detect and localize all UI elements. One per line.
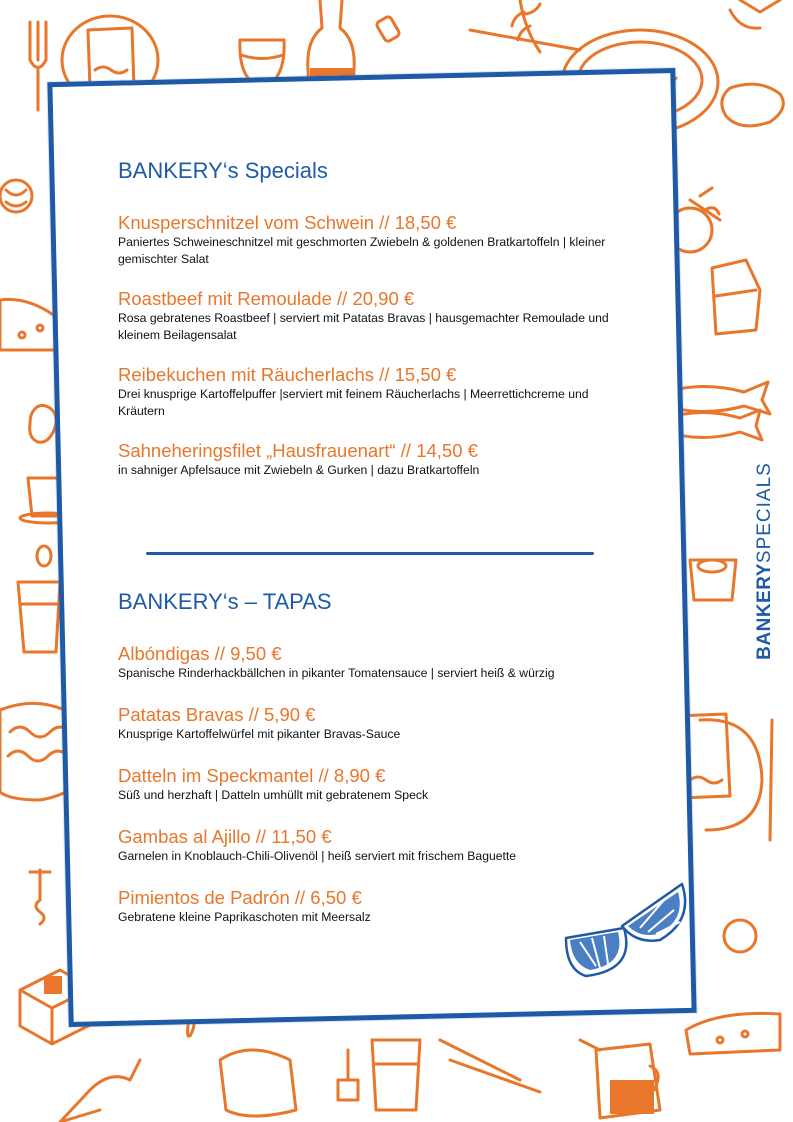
menu-item [118, 212, 638, 268]
corkscrew-icon [30, 870, 50, 924]
menu-item-title: Roastbeef mit Remoulade // 20,90 € [118, 288, 415, 309]
section-divider [146, 552, 594, 555]
cheese-wedge-icon [0, 299, 60, 350]
menu-item-description: Knusprige Kartoffelwürfel mit pikanter Bravas-Sauce [118, 727, 401, 741]
artichoke-icon-right [724, 920, 756, 952]
menu-item [118, 887, 638, 926]
menu-item [118, 364, 638, 420]
section-title-tapas: BANKERY‘s – TAPAS [118, 589, 332, 614]
strawberry-icon [30, 405, 57, 442]
menu-item [118, 765, 638, 804]
menu-item-title: Sahneheringsfilet „Hausfrauenart“ // 14,50 € [118, 440, 478, 461]
menu-item-title: Albóndigas // 9,50 € [118, 643, 282, 664]
menu-item-title: Datteln im Speckmantel // 8,90 € [118, 765, 386, 786]
menu-item [118, 826, 638, 865]
menu-item [118, 288, 638, 344]
menu-item-description: Rosa gebratenes Roastbeef | serviert mit Patatas Bravas | hausgemachter Remoulade und kleinem Beilagensalat [118, 311, 609, 342]
bottle-icon-bottom [60, 1060, 140, 1122]
section-title-specials: BANKERY‘s Specials [118, 158, 328, 183]
tea-bag-icon [338, 1050, 358, 1100]
cork-icon [376, 15, 401, 42]
menu-item-description: Drei knusprige Kartoffelpuffer |serviert mit feinem Räucherlachs | Meerrettichcreme und Kräutern [118, 387, 589, 418]
menu-item-description: Paniertes Schweineschnitzel mit geschmorten Zwiebeln & goldenen Bratkartoffeln | kleiner gemischter Salat [118, 235, 606, 266]
menu-item [118, 704, 638, 743]
plate-icon-right [700, 720, 762, 830]
menu-content [118, 150, 638, 926]
menu-item-title: Knusperschnitzel vom Schwein // 18,50 € [118, 212, 457, 233]
menu-item-description: in sahniger Apfelsauce mit Zwiebeln & Gurken | dazu Bratkartoffeln [118, 463, 480, 477]
brand-side-label [742, 436, 788, 686]
brand-name: BANKERY [754, 563, 775, 660]
knife-icon-right [770, 720, 772, 840]
fork-knife-icon [440, 1040, 540, 1092]
sardine-tin-icon [220, 1050, 296, 1116]
menu-item-description: Spanische Rinderhackbällchen in pikanter Tomatensauce | serviert heiß & würzig [118, 666, 555, 680]
brand-suffix: SPECIALS [754, 462, 775, 564]
water-glass-icon [18, 582, 60, 652]
bread-roll-icon [722, 84, 784, 126]
cheese-icon-right [686, 1013, 780, 1054]
menu-item [118, 643, 638, 682]
glass-icon-bottom [372, 1040, 420, 1110]
menu-item-title: Pimientos de Padrón // 6,50 € [118, 887, 362, 908]
menu-item [118, 440, 638, 479]
menu-item-description: Süß und herzhaft | Datteln umhüllt mit gebratenem Speck [118, 788, 429, 802]
menu-item-description: Gebratene kleine Paprikaschoten mit Meersalz [118, 910, 371, 924]
menu-item-title: Reibekuchen mit Räucherlachs // 15,50 € [118, 364, 457, 385]
herb-icon [512, 0, 540, 52]
cheese-icon [730, 0, 780, 28]
olive-icon [37, 546, 51, 566]
menu-item-description: Garnelen in Knoblauch-Chili-Olivenöl | heiß serviert mit frischem Baguette [118, 849, 517, 863]
menu-item-title: Gambas al Ajillo // 11,50 € [118, 826, 332, 847]
fork-icon [30, 22, 46, 110]
cheese-wedges-icon [712, 260, 760, 334]
menu-item-title: Patatas Bravas // 5,90 € [118, 704, 316, 725]
brand-side-label-text [754, 462, 776, 660]
